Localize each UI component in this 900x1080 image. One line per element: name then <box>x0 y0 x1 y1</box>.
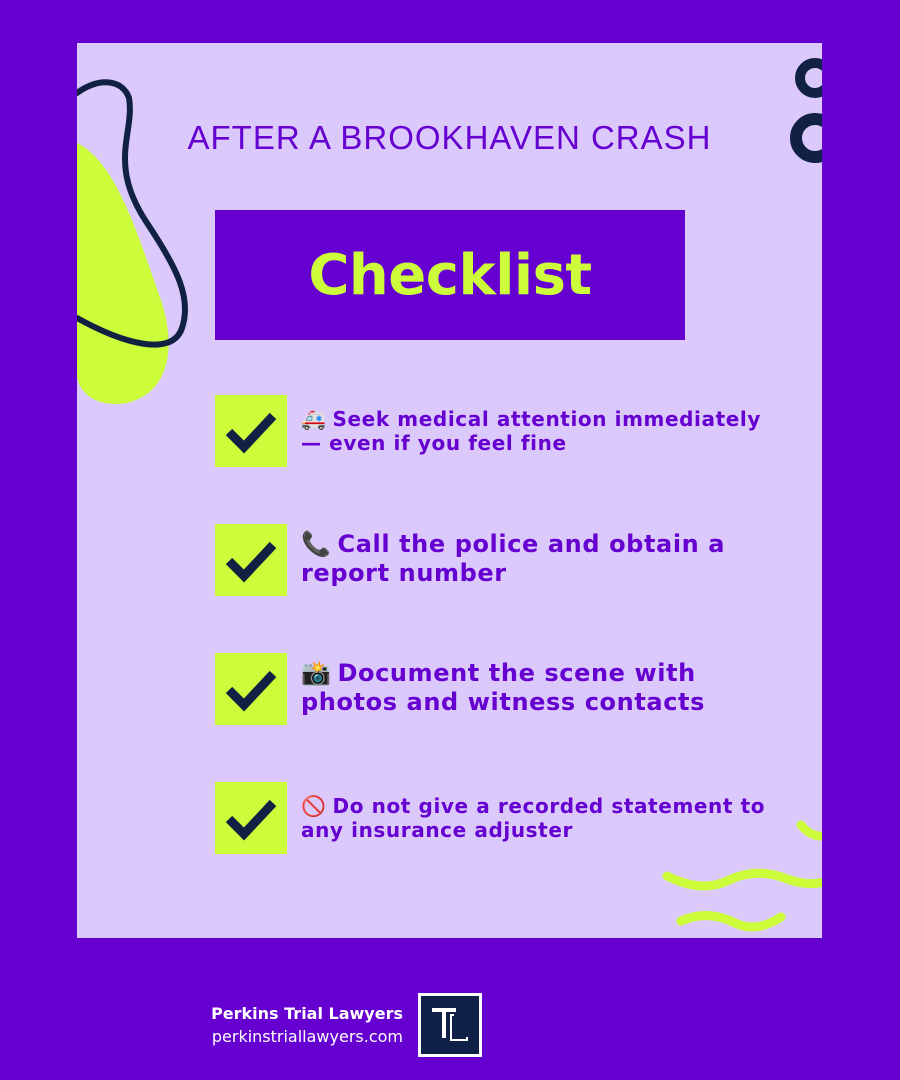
website-link[interactable]: perkinstriallawyers.com <box>211 1027 403 1046</box>
checklist-item-text: 📞 Call the police and obtain a report number <box>301 530 726 587</box>
tl-monogram-logo <box>418 993 482 1057</box>
checklist-item <box>215 524 775 596</box>
checkmark-icon <box>215 653 287 725</box>
checklist-item <box>215 782 775 854</box>
checklist-item <box>215 395 775 467</box>
checkbox-checked <box>215 395 287 467</box>
checklist-card <box>77 43 822 938</box>
eyebrow-heading: AFTER A BROOKHAVEN CRASH <box>187 119 712 156</box>
checkmark-icon <box>215 782 287 854</box>
firm-name: Perkins Trial Lawyers <box>211 1004 403 1023</box>
footer <box>0 992 900 1058</box>
ambulance-icon: 🚑 <box>301 407 327 431</box>
checklist-item-text: 📸 Document the scene with photos and witness contacts <box>301 659 705 716</box>
checkmark-icon <box>215 524 287 596</box>
title-banner <box>215 210 685 340</box>
checklist-item <box>215 653 775 725</box>
logo-icon <box>421 996 479 1054</box>
checkbox-checked <box>215 524 287 596</box>
checklist-item-text: 🚫 Do not give a recorded statement to any insurance adjuster <box>301 794 766 842</box>
checklist-item-text: 🚑 Seek medical attention immediately — even if you feel fine <box>301 407 762 455</box>
checkbox-checked <box>215 782 287 854</box>
camera-flash-icon: 📸 <box>301 659 332 687</box>
telephone-icon: 📞 <box>301 530 332 558</box>
checkbox-checked <box>215 653 287 725</box>
decorative-rings-top-right <box>767 53 822 183</box>
page-title: Checklist <box>308 242 592 308</box>
no-entry-icon: 🚫 <box>301 794 327 818</box>
checkmark-icon <box>215 395 287 467</box>
